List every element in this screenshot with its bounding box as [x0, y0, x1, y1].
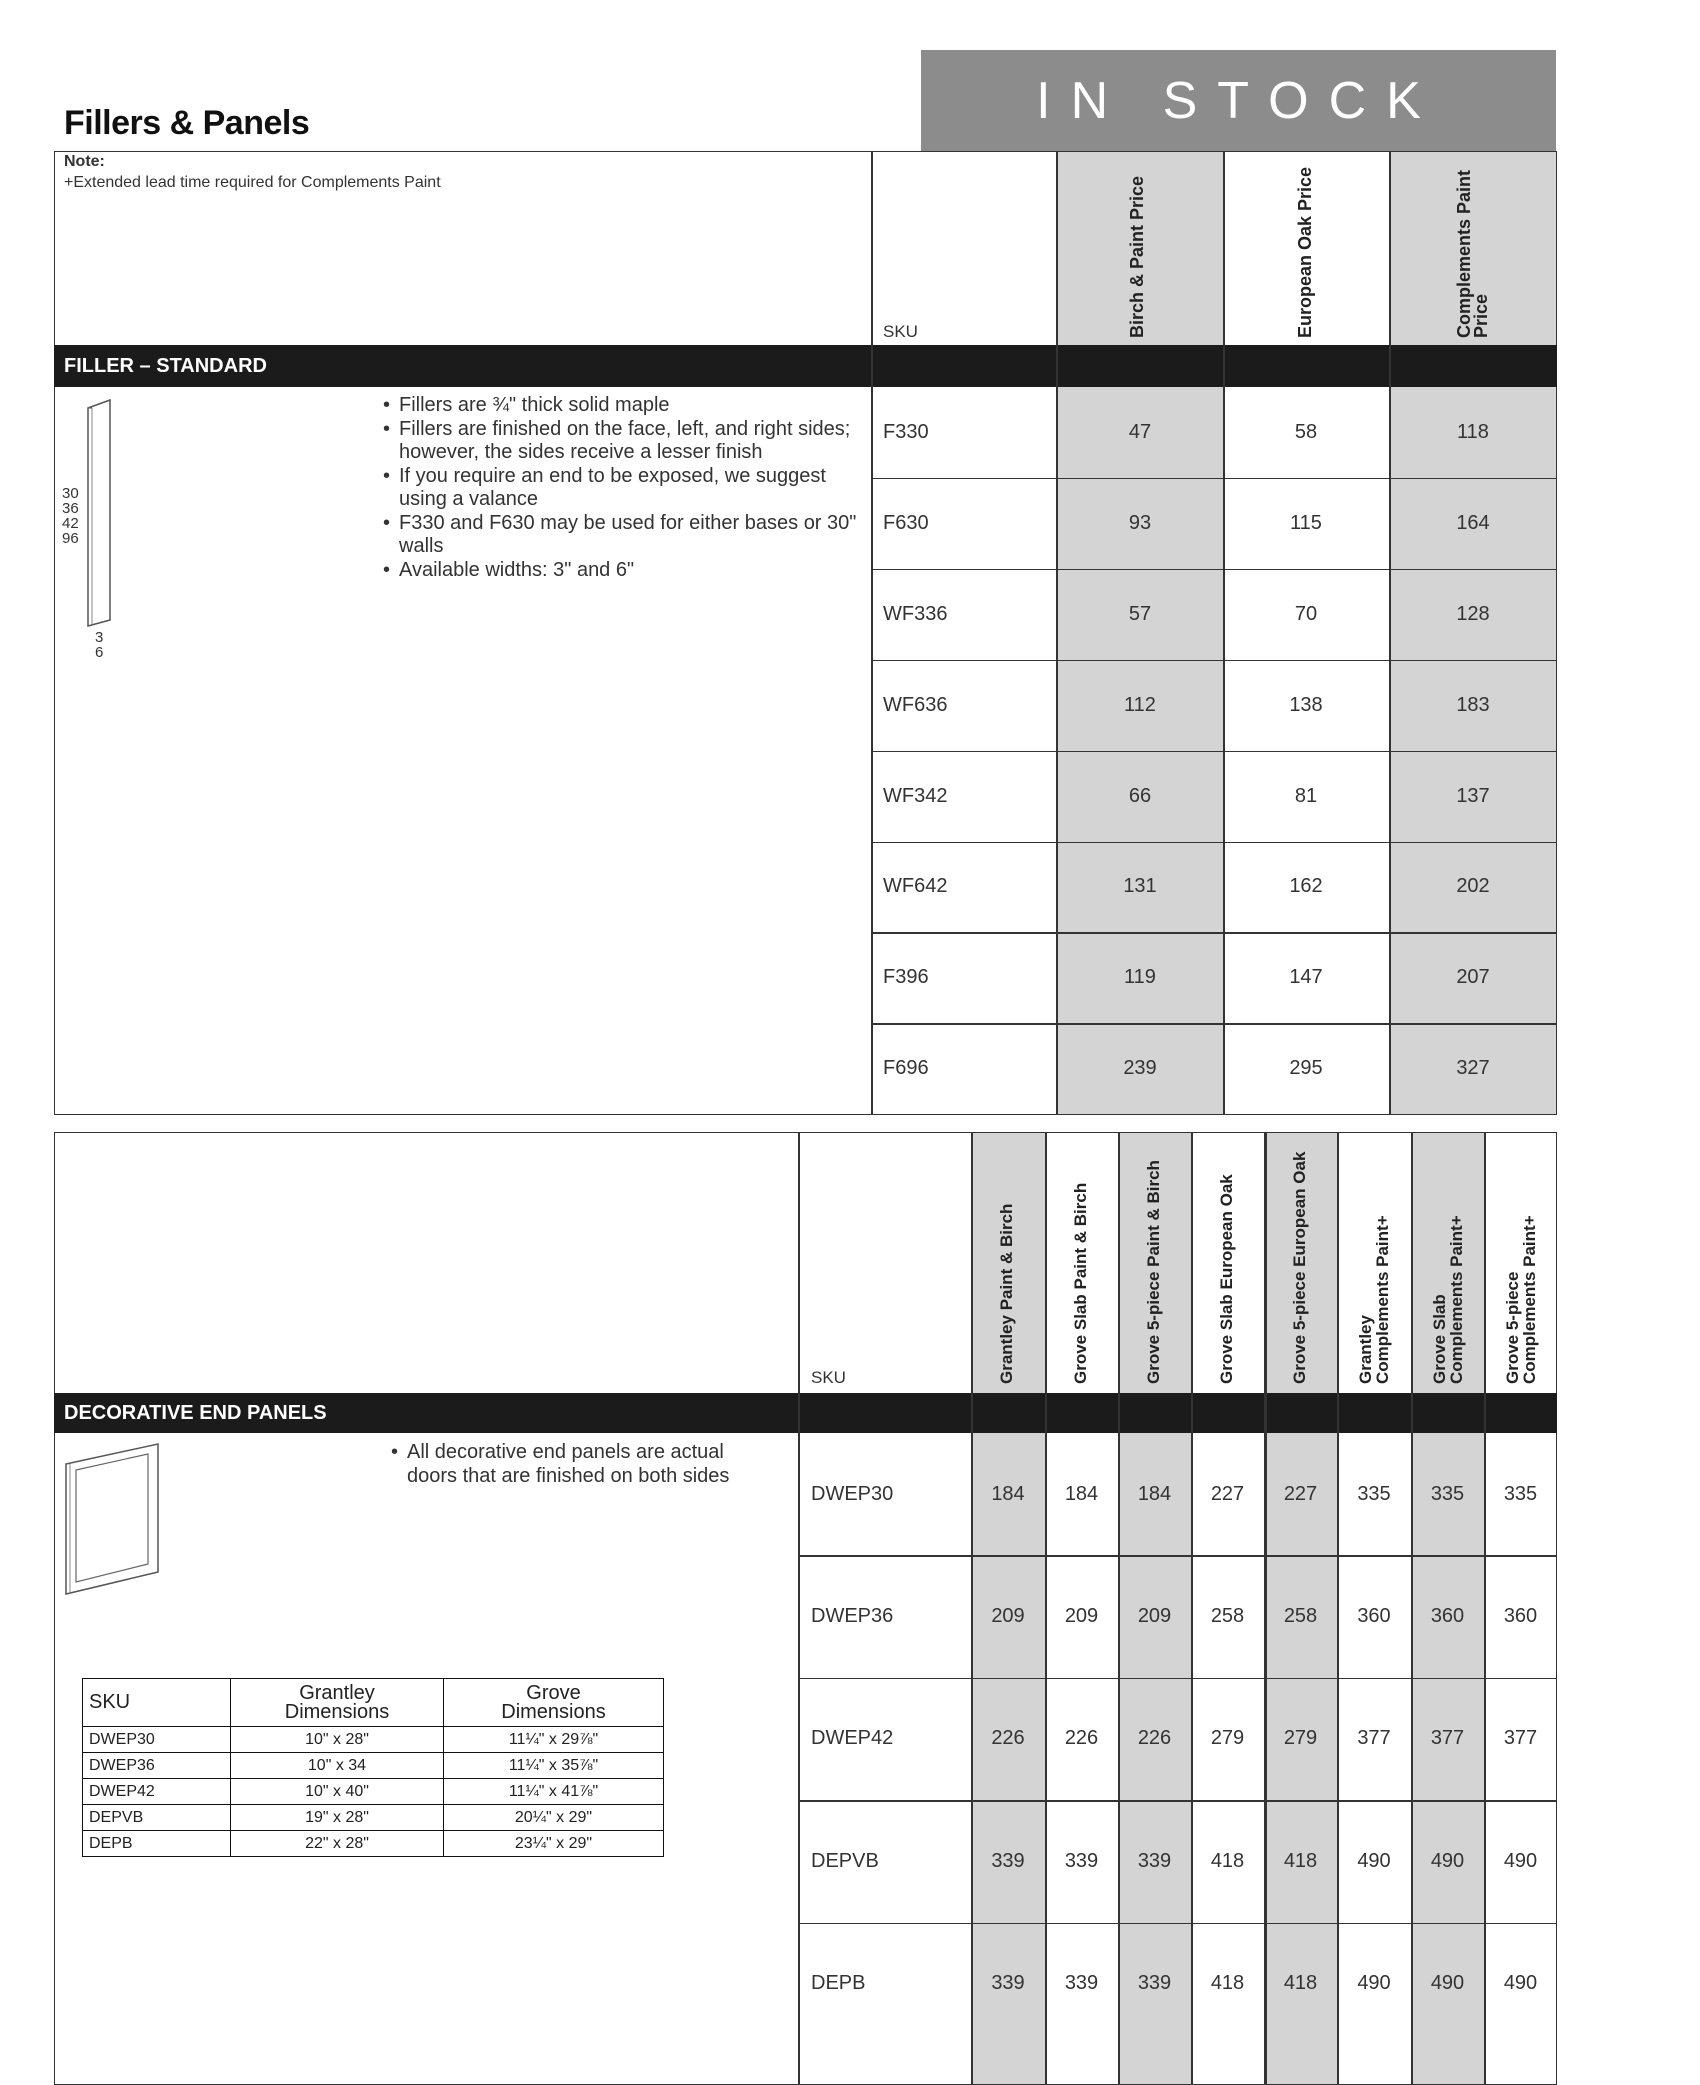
filler-section-title: FILLER – STANDARD [54, 345, 1557, 387]
dimensions-table [82, 1678, 664, 1857]
panel-price-cell: 184 [991, 1482, 1025, 1505]
panel-price-cell: 490 [1357, 1972, 1391, 1995]
bullet: • Fillers are ¾" thick solid maple [381, 394, 861, 418]
panels-bullets [389, 1441, 769, 1488]
dim-cell: 22" x 28" [231, 1831, 444, 1857]
bullet: • All decorative end panels are actual doors that are finished on both sides [389, 1441, 769, 1488]
panel-price-cell: 209 [1064, 1605, 1099, 1628]
filler-price-cell: 115 [1290, 511, 1322, 534]
filler-sku-header: SKU [883, 322, 918, 341]
panel-price-cell: 339 [991, 1849, 1025, 1872]
page-title: Fillers & Panels [64, 104, 310, 142]
filler-price-cell: 138 [1289, 693, 1323, 716]
filler-price-cell: 207 [1456, 966, 1490, 989]
panel-price-cell: 360 [1430, 1605, 1465, 1628]
filler-price-cell: 112 [1124, 693, 1156, 716]
panel-price-cell: 209 [1137, 1605, 1172, 1628]
dim-table-row [83, 1753, 664, 1779]
filler-row-sku: F396 [883, 966, 929, 989]
note-label: Note: [64, 153, 105, 170]
panel-price-cell: 258 [1283, 1605, 1318, 1628]
panel-price-cell: 490 [1357, 1849, 1391, 1872]
filler-price-cell: 70 [1294, 602, 1318, 625]
panel-price-cell: 279 [1210, 1727, 1245, 1750]
panels-col-header-2: Grove 5-piece Paint & Birch [1143, 1160, 1163, 1384]
dim-cell: 10" x 34 [231, 1753, 444, 1779]
panels-sku-header: SKU [811, 1368, 846, 1387]
filler-price-cell: 128 [1456, 602, 1490, 625]
panel-row-sku: DWEP36 [811, 1605, 894, 1628]
dim-cell: DWEP30 [83, 1727, 231, 1753]
panel-price-cell: 418 [1283, 1972, 1318, 1995]
filler-price-cell: 66 [1128, 784, 1152, 807]
dim-cell: 20¼" x 29" [444, 1805, 664, 1831]
filler-price-cell: 295 [1289, 1057, 1323, 1080]
filler-diagram [82, 398, 122, 630]
filler-bullets [381, 394, 861, 582]
dim-cell: DEPB [83, 1831, 231, 1857]
filler-price-cell: 57 [1128, 602, 1152, 625]
dim-cell: 10" x 28" [231, 1727, 444, 1753]
filler-row-sku: F696 [883, 1057, 929, 1080]
dim-table-row [83, 1831, 664, 1857]
filler-col-header-2: Complements Paint Price [1454, 169, 1491, 338]
panel-price-cell: 377 [1357, 1727, 1391, 1750]
panel-price-cell: 226 [991, 1727, 1025, 1750]
note-text: +Extended lead time required for Complements Paint [64, 174, 441, 191]
dim-cell: 11¼" x 41⅞" [444, 1779, 664, 1805]
panel-price-cell: 418 [1283, 1849, 1318, 1872]
panel-price-cell: 258 [1210, 1605, 1245, 1628]
filler-price-cell: 164 [1456, 511, 1490, 534]
panel-price-cell: 226 [1137, 1727, 1172, 1750]
panels-col-header-7: Grove 5-piece Complements Paint+ [1502, 1215, 1539, 1384]
panel-price-cell: 418 [1210, 1972, 1245, 1995]
panel-price-cell: 209 [991, 1605, 1025, 1628]
filler-row-sku: WF636 [883, 693, 948, 716]
dim-header-sku: SKU [83, 1679, 231, 1727]
panel-price-cell: 377 [1430, 1727, 1465, 1750]
filler-price-cell: 327 [1456, 1057, 1490, 1080]
filler-price-cell: 93 [1128, 511, 1152, 534]
panel-price-cell: 339 [1064, 1972, 1099, 1995]
panels-col-header-0: Grantley Paint & Birch [997, 1203, 1016, 1384]
panel-price-cell: 490 [1503, 1972, 1538, 1995]
dim-table-row [83, 1805, 664, 1831]
filler-price-cell: 239 [1123, 1057, 1157, 1080]
panel-price-cell: 360 [1503, 1605, 1538, 1628]
panel-price-cell: 184 [1137, 1482, 1172, 1505]
filler-price-cell: 81 [1294, 784, 1318, 807]
bullet: • If you require an end to be exposed, we suggest using a valance [381, 465, 861, 512]
filler-price-cell: 47 [1128, 420, 1152, 443]
panel-price-cell: 339 [991, 1972, 1025, 1995]
panel-price-cell: 335 [1357, 1482, 1391, 1505]
filler-row-sku: F630 [883, 511, 929, 534]
filler-row-sku: WF342 [883, 784, 948, 807]
panel-row-sku: DEPB [811, 1972, 866, 1995]
dim-cell: 23¼" x 29" [444, 1831, 664, 1857]
panels-col-header-5: Grantley Complements Paint+ [1356, 1215, 1392, 1384]
filler-height-labels: 30 36 42 96 [62, 485, 79, 547]
panel-price-cell: 339 [1064, 1849, 1099, 1872]
panel-price-cell: 490 [1503, 1849, 1538, 1872]
panel-price-cell: 184 [1064, 1482, 1099, 1505]
panel-row-sku: DEPVB [811, 1849, 879, 1872]
bullet: • Fillers are finished on the face, left, and right sides; however, the sides receive a lesser finish [381, 418, 861, 465]
panels-col-header-1: Grove Slab Paint & Birch [1070, 1182, 1090, 1384]
panels-section-title: DECORATIVE END PANELS [54, 1393, 1557, 1433]
dim-header-grove: Grove Dimensions [444, 1679, 664, 1727]
panel-price-cell: 227 [1283, 1482, 1318, 1505]
dim-cell: 11¼" x 35⅞" [444, 1753, 664, 1779]
panel-price-cell: 490 [1430, 1972, 1465, 1995]
dim-header-grantley: Grantley Dimensions [231, 1679, 444, 1727]
panel-row-sku: DWEP42 [811, 1727, 894, 1750]
panel-row-sku: DWEP30 [811, 1482, 894, 1505]
dim-cell: DWEP42 [83, 1779, 231, 1805]
bullet: • F330 and F630 may be used for either bases or 30" walls [381, 512, 861, 559]
filler-price-cell: 137 [1456, 784, 1490, 807]
panel-price-cell: 490 [1430, 1849, 1465, 1872]
filler-price-cell: 131 [1123, 875, 1157, 898]
dim-cell: DEPVB [83, 1805, 231, 1831]
filler-price-cell: 162 [1289, 875, 1323, 898]
filler-price-cell: 147 [1289, 966, 1323, 989]
bullet: • Available widths: 3" and 6" [381, 559, 861, 583]
filler-price-cell: 118 [1457, 420, 1489, 443]
panel-price-cell: 377 [1503, 1727, 1538, 1750]
dim-cell: 19" x 28" [231, 1805, 444, 1831]
panel-price-cell: 360 [1357, 1605, 1391, 1628]
panel-price-cell: 339 [1137, 1972, 1172, 1995]
panel-price-cell: 418 [1210, 1849, 1245, 1872]
dim-cell: DWEP36 [83, 1753, 231, 1779]
panel-price-cell: 279 [1283, 1727, 1318, 1750]
dim-table-row [83, 1727, 664, 1753]
dim-cell: 10" x 40" [231, 1779, 444, 1805]
panel-price-cell: 335 [1430, 1482, 1465, 1505]
dim-table-row [83, 1779, 664, 1805]
dim-cell: 11¼" x 29⅞" [444, 1727, 664, 1753]
filler-price-cell: 202 [1456, 875, 1490, 898]
panels-col-header-3: Grove Slab European Oak [1216, 1174, 1236, 1384]
panel-price-cell: 335 [1503, 1482, 1538, 1505]
filler-width-labels: 3 6 [95, 629, 104, 661]
filler-price-cell: 119 [1124, 966, 1156, 989]
filler-col-header-0: Birch & Paint Price [1127, 175, 1147, 338]
panels-col-header-4: Grove 5-piece European Oak [1289, 1151, 1309, 1384]
panel-price-cell: 339 [1137, 1849, 1172, 1872]
filler-row-sku: F330 [883, 420, 929, 443]
end-panel-diagram [62, 1442, 168, 1597]
filler-col-header-1: European Oak Price [1295, 166, 1315, 338]
panel-price-cell: 227 [1210, 1482, 1245, 1505]
in-stock-banner: IN STOCK [921, 50, 1556, 151]
filler-row-sku: WF642 [883, 875, 948, 898]
filler-price-cell: 58 [1294, 420, 1318, 443]
filler-row-sku: WF336 [883, 602, 948, 625]
filler-price-cell: 183 [1456, 693, 1490, 716]
panels-col-header-6: Grove Slab Complements Paint+ [1429, 1215, 1466, 1384]
panel-price-cell: 226 [1064, 1727, 1099, 1750]
